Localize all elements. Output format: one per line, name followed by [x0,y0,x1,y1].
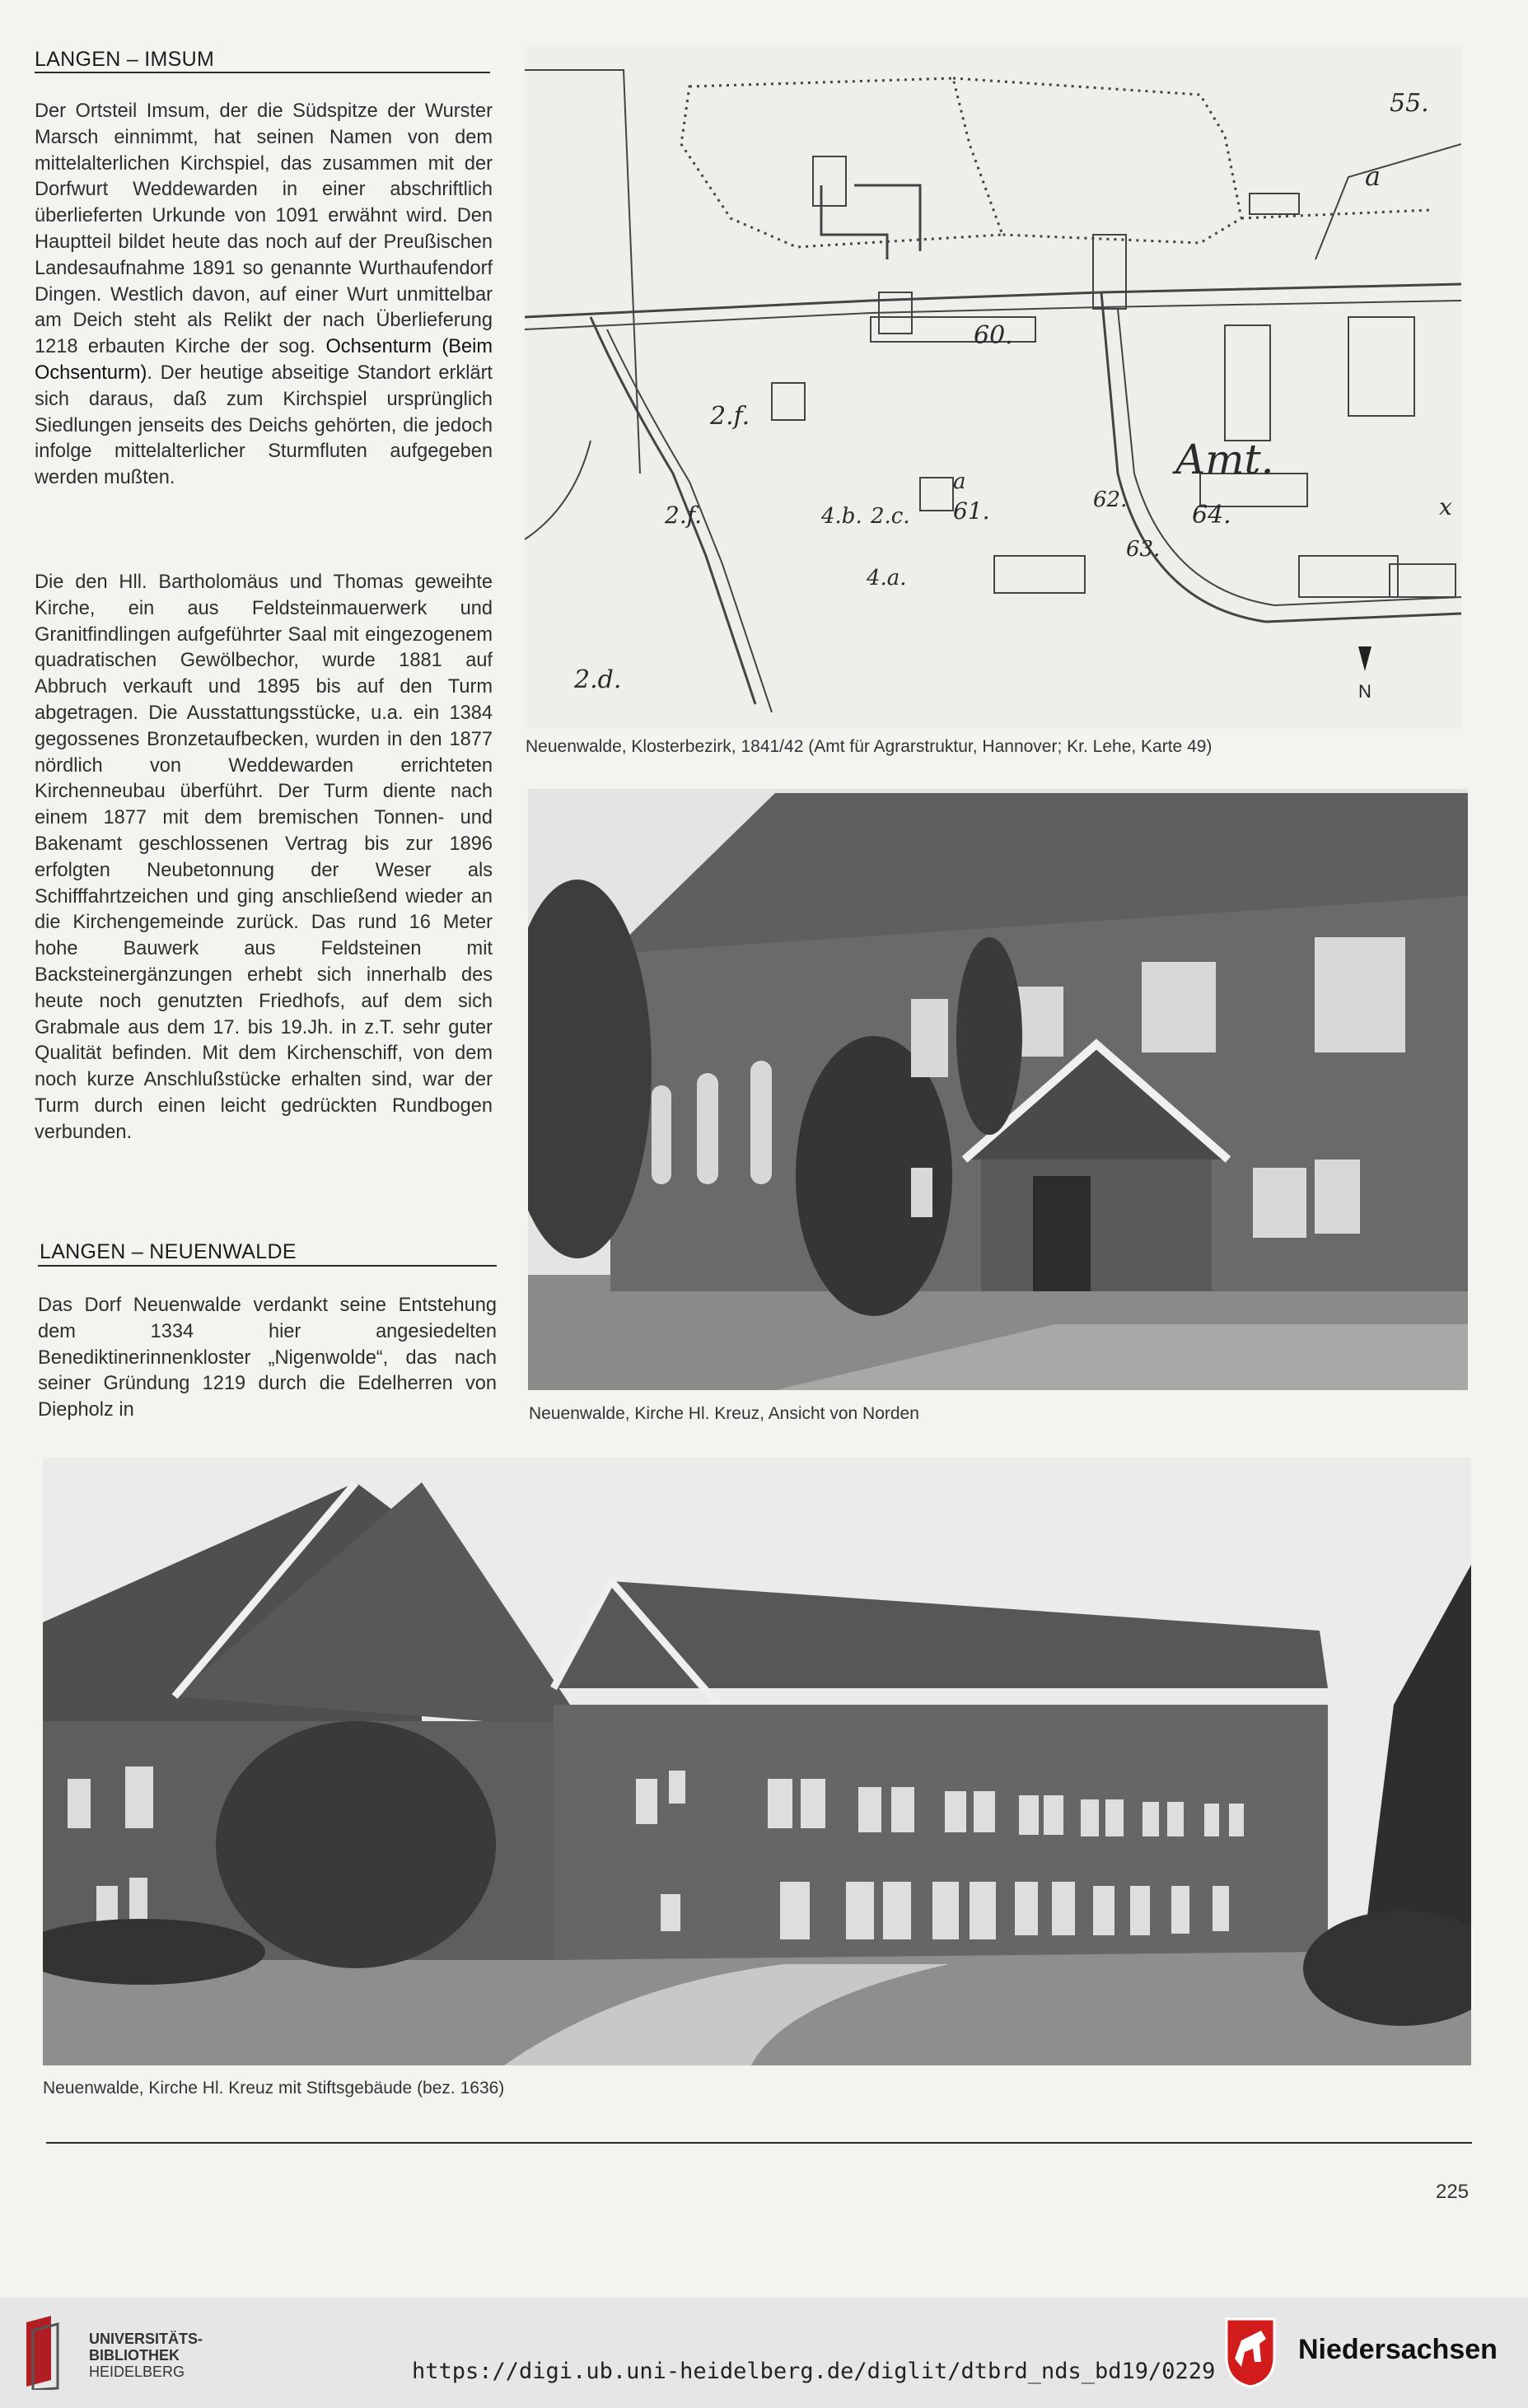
map-label: 55. [1390,89,1429,118]
map-label: a [1365,161,1381,192]
map-label: x [1439,493,1452,520]
section-heading-neuenwalde: LANGEN – NEUENWALDE [40,1240,297,1263]
photo-church-stift [43,1458,1471,2065]
map-label: 62. [1093,488,1128,512]
map-label: 2.f. [710,402,750,431]
paragraph-imsum-1 [35,99,493,492]
map-label: 4.b. [821,504,862,529]
caption-map: Neuenwalde, Klosterbezirk, 1841/42 (Amt für Agrarstruktur, Hannover; Kr. Lehe, Karte 49) [526,737,1213,756]
page-number: 225 [1436,2181,1470,2203]
caption-church: Neuenwalde, Kirche Hl. Kreuz, Ansicht von Norden [529,1404,919,1423]
section-heading-imsum: LANGEN – IMSUM [35,48,215,71]
place-highlight: Ochsenturm (Beim Ochsenturm) [35,336,493,384]
section-rule [38,1265,497,1267]
map-label: 63. [1126,537,1161,562]
paragraph-neuenwalde-1: Das Dorf Neuenwalde verdankt seine Entstehung dem 1334 hier angesiedelten Benediktinerinnenkloster „Nigenwolde“, das nach seiner Gründung 1219 durch die Edelherren von Diepholz in [38,1295,497,1421]
permalink-url[interactable]: https://digi.ub.uni-heidelberg.de/diglit/dtbrd_nds_bd19/0229 [412,2359,1216,2384]
library-name [89,2331,203,2380]
section-rule [35,72,490,73]
state-name: Niedersachsen [1298,2334,1498,2365]
library-line: BIBLIOTHEK [89,2347,180,2364]
library-line: UNIVERSITÄTS- [89,2331,203,2347]
north-label: N [1358,681,1371,702]
viewer-footer [0,2298,1528,2408]
map-label: 64. [1192,501,1231,530]
photo-church-north [528,789,1468,1390]
niedersachsen-crest-icon [1223,2316,1278,2388]
map-label: 4.a. [867,566,907,590]
map-drawing [525,45,1461,729]
paragraph-text: Der Ortsteil Imsum, der die Südspitze der Wurster Marsch einnimmt, hat seinen Namen von dem mittelalterlichen Kirchspiel, das zusammen mit der Dorfwurt Weddewarden in einer abschriftlich überlieferten Urkunde von 1091 erwähnt wird. Den Hauptteil bildet heute das noch auf der Preußischen Landesaufnahme 1891 so genannte Wurthaufendorf Dingen. Westlich davon, auf einer Wurt unmittelbar am Deich steht als Relikt der nach Überlieferung 1218 erbauten Kirche der sog. [35,100,493,358]
paragraph-text: . Der heutige abseitige Standort erklärt sich daraus, daß zum Kirchspiel ursprünglich Siedlungen jenseits des Deichs gehörten, die jedoch infolge mittelalterlicher Sturmfluten aufgegeben werden mußten. [35,362,493,489]
paragraph-imsum-2: Die den Hll. Bartholomäus und Thomas geweihte Kirche, ein aus Feldsteinmauerwerk und Granitfindlingen aufgeführter Saal mit eingezogenem quadratischen Gewölbechor, wurde 1881 auf Abbruch verkauft und 1895 bis auf den Turm abgetragen. Die Ausstattungsstücke, u.a. ein 1384 gegossenes Bronzetaufbecken, wurden in den 1877 nördlich von Weddewarden errichteten Kirchenneubau überführt. Der Turm diente nach einem 1877 mit dem bremischen Tonnen- und Bakenamt geschlossenen Vertrag bis zur 1896 erfolgten Neubetonnung der Weser als Schifffahrtzeichen und ging anschließend wieder an die Kirchengemeinde zurück. Das rund 16 Meter hohe Bauwerk aus Feldsteinen mit Backsteinergänzungen erhebt sich innerhalb des heute noch genutzten Friedhofs, auf dem sich Grabmale aus dem 17. bis 19.Jh. in z.T. sehr guter Qualität befinden. Mit dem Kirchenschiff, von dem noch kurze Anschlußstücke erhalten sind, war der Turm durch einen leicht gedrückten Rundbogen verbunden. [35,572,493,1143]
map-label: a [953,469,966,494]
map-label: 60. [974,321,1013,350]
map-label: 2.d. [574,665,622,694]
bottom-rule [46,2142,1472,2144]
stift-photo-drawing [43,1458,1471,2065]
map-label: 2.c. [871,504,910,529]
caption-stift: Neuenwalde, Kirche Hl. Kreuz mit Stiftsgebäude (bez. 1636) [43,2079,505,2098]
library-line: HEIDELBERG [89,2364,185,2380]
historic-map [525,45,1461,729]
map-label: Amt. [1175,436,1274,483]
church-photo-drawing [528,789,1468,1390]
map-label: 61. [953,497,990,525]
ub-heidelberg-logo-icon [18,2314,76,2390]
map-label: 2.f. [665,502,702,529]
